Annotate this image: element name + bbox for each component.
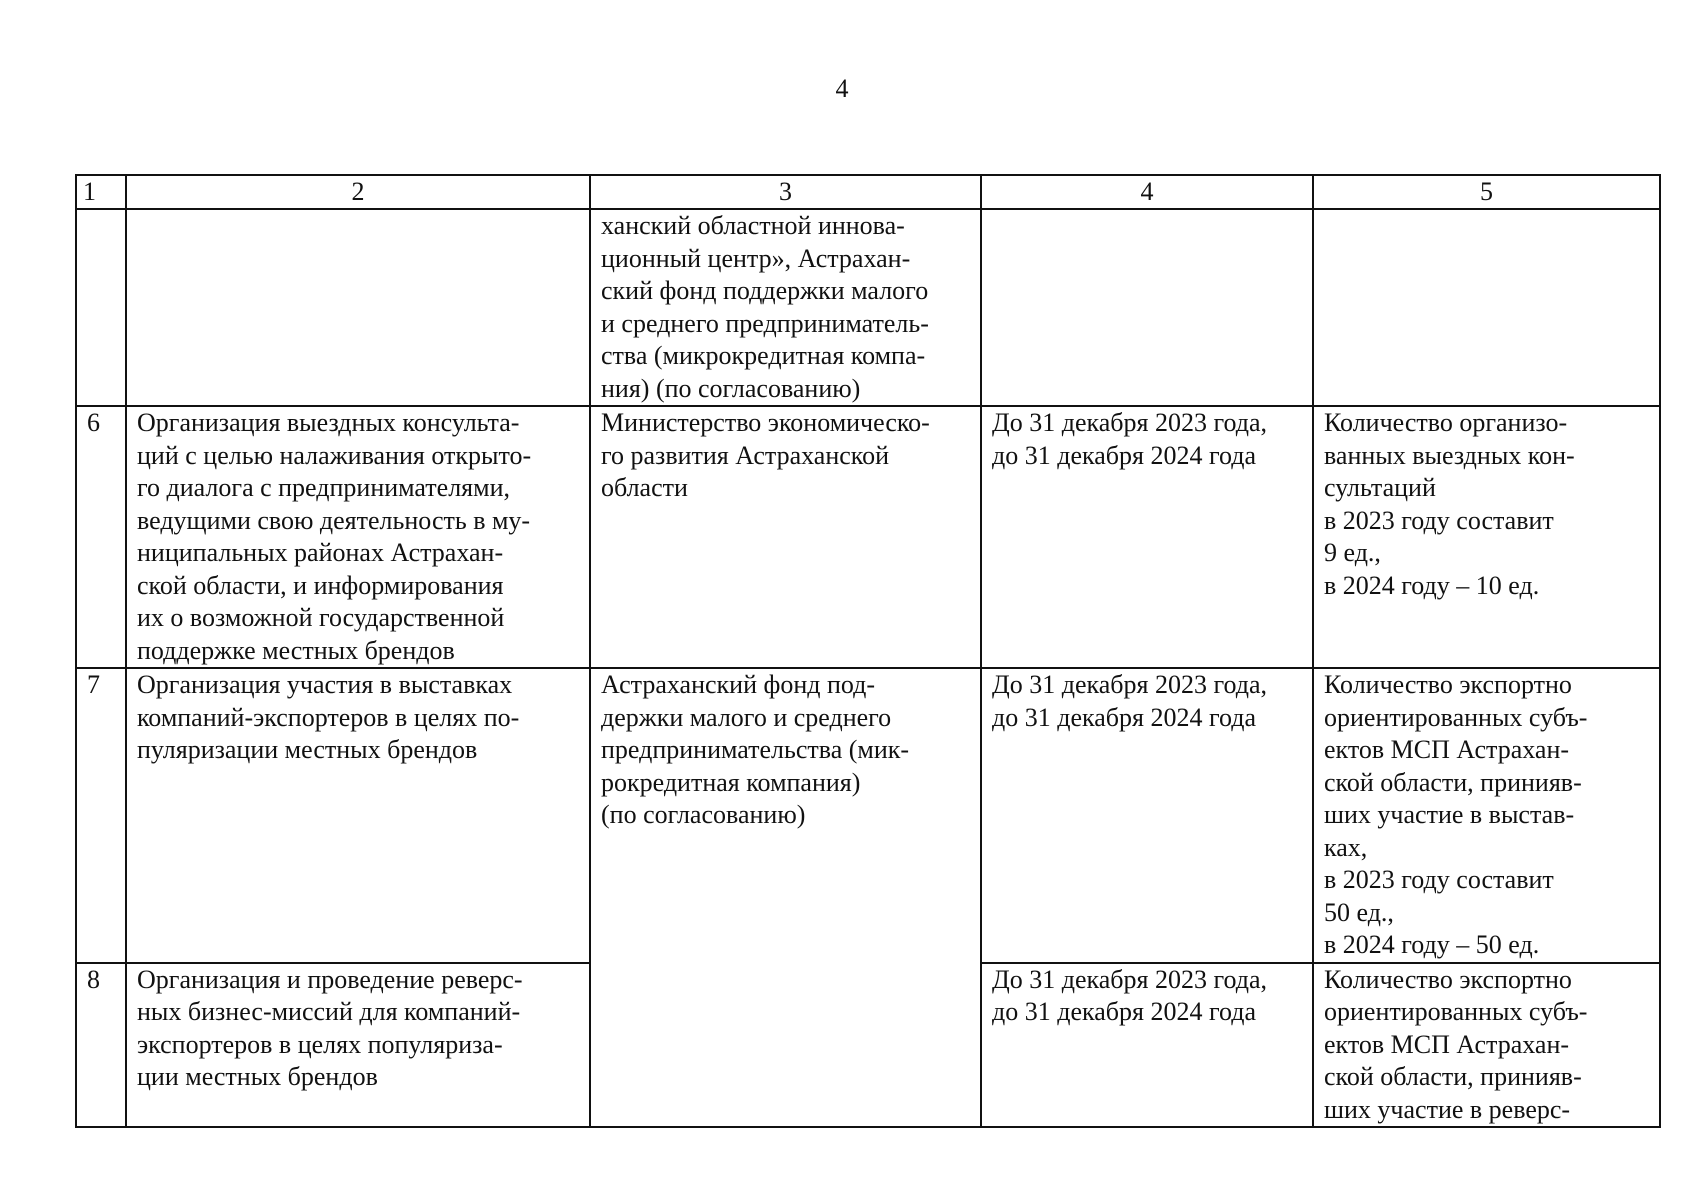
event-cell: Организация выездных консульта- ций с целью налаживания открыто- го диалога с предпринимателями, ведущими свою деятельность в му- ниципальных районах Астрахан- ской области, и информирования их о возможной государственной поддержке местных брендов xyxy=(126,406,590,668)
indicator-cell: Количество экспортно ориентированных субъ- ектов МСП Астрахан- ской области, принияв- ших участие в выстав- ках, в 2023 году составит 50 ед., в 2024 году – 50 ед. xyxy=(1313,668,1660,963)
indicator-cell: Количество организо- ванных выездных кон- сультаций в 2023 году составит 9 ед., в 2024 году – 10 ед. xyxy=(1313,406,1660,668)
deadline-cell: До 31 декабря 2023 года, до 31 декабря 2024 года xyxy=(981,406,1313,668)
executor-cell: Астраханский фонд под- держки малого и среднего предпринимательства (мик- рокредитная компания) (по согласованию) xyxy=(590,668,981,1127)
deadline-cell: До 31 декабря 2023 года, до 31 декабря 2024 года xyxy=(981,668,1313,963)
row-number-cell: 8 xyxy=(76,963,126,1128)
row-number-cell: 6 xyxy=(76,406,126,668)
row-number-cell xyxy=(76,209,126,406)
event-cell: Организация участия в выставках компаний-экспортеров в целях по- пуляризации местных брендов xyxy=(126,668,590,963)
deadline-cell xyxy=(981,209,1313,406)
executor-cell: ханский областной иннова- ционный центр», Астрахан- ский фонд поддержки малого и среднего предприниматель- ства (микрокредитная компа- ния) (по согласованию) xyxy=(590,209,981,406)
column-header-3: 3 xyxy=(590,175,981,209)
column-header-5: 5 xyxy=(1313,175,1660,209)
executor-cell: Министерство экономическо- го развития Астраханской области xyxy=(590,406,981,668)
indicator-cell xyxy=(1313,209,1660,406)
table-row xyxy=(76,406,1660,668)
plan-table xyxy=(75,174,1661,1128)
column-header-4: 4 xyxy=(981,175,1313,209)
event-cell: Организация и проведение реверс- ных бизнес-миссий для компаний- экспортеров в целях популяриза- ции местных брендов xyxy=(126,963,590,1128)
deadline-cell: До 31 декабря 2023 года, до 31 декабря 2024 года xyxy=(981,963,1313,1128)
header-row xyxy=(76,175,1660,209)
row-number-cell: 7 xyxy=(76,668,126,963)
table-row-continuation xyxy=(76,209,1660,406)
column-header-1: 1 xyxy=(76,175,126,209)
page-number: 4 xyxy=(835,74,849,103)
event-cell xyxy=(126,209,590,406)
column-header-2: 2 xyxy=(126,175,590,209)
table-row xyxy=(76,668,1660,963)
indicator-cell: Количество экспортно ориентированных субъ- ектов МСП Астрахан- ской области, принияв- ших участие в реверс- xyxy=(1313,963,1660,1128)
